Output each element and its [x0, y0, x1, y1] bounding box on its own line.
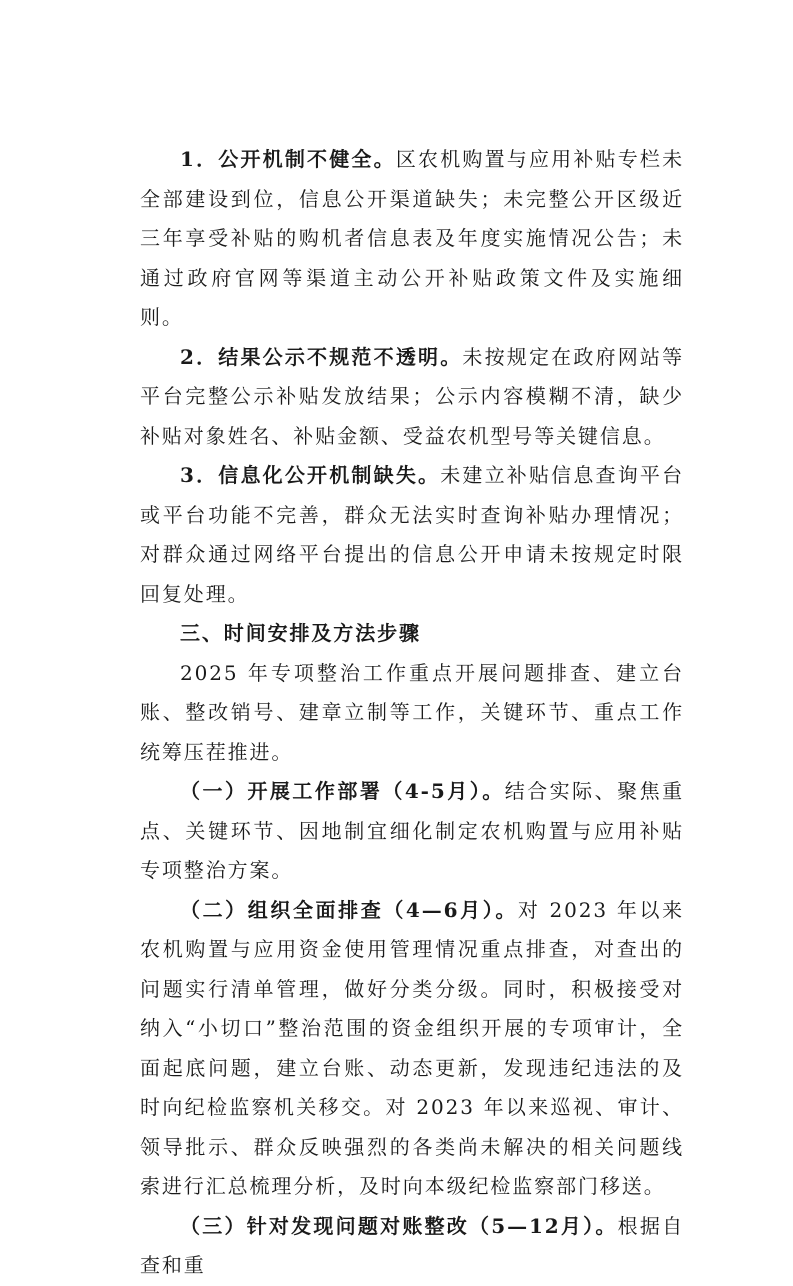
paragraph-1-text: 区农机购置与应用补贴专栏未全部建设到位，信息公开渠道缺失；未完整公开区级近三年享受补贴的购机者信息表及年度实施情况公告；未通过政府官网等渠道主动公开补贴政策文件及实施细则。: [140, 147, 685, 329]
paragraph-7-lead: （二）组织全面排查（4—6月）。: [180, 897, 518, 922]
paragraph-2-lead: 2．结果公示不规范不透明。: [180, 344, 463, 369]
paragraph-3-lead: 3．信息化公开机制缺失。: [180, 463, 441, 487]
paragraph-2-text: 未按规定在政府网站等平台完整公示补贴发放结果；公示内容模糊不清，缺少补贴对象姓名、补贴金额、受益农机型号等关键信息。: [140, 344, 684, 448]
paragraph-8-text: 根据自查和重: [140, 1213, 684, 1277]
paragraph-8-lead: （三）针对发现问题对账整改（5—12月）。: [180, 1213, 618, 1238]
paragraph-6-lead: （一）开展工作部署（4-5月）。: [180, 779, 505, 803]
section-heading: 三、时间安排及方法步骤: [180, 621, 421, 645]
document-body: [140, 140, 684, 1286]
paragraph-3-text: 未建立补贴信息查询平台或平台功能不完善，群众无法实时查询补贴办理情况；对群众通过网络平台提出的信息公开申请未按规定时限回复处理。: [140, 463, 685, 606]
paragraph-1-lead: 1．公开机制不健全。: [180, 147, 396, 171]
paragraph-7: [140, 891, 684, 1207]
paragraph-6: [140, 772, 684, 891]
paragraph-5: 2025 年专项整治工作重点开展问题排查、建立台账、整改销号、建章立制等工作，关键环节、重点工作统筹压茬推进。: [140, 660, 684, 764]
paragraph-1: [140, 140, 684, 338]
paragraph-3: [140, 456, 684, 614]
paragraph-8: [140, 1207, 684, 1286]
paragraph-6-text: 结合实际、聚焦重点、关键环节、因地制宜细化制定农机购置与应用补贴专项整治方案。: [140, 779, 684, 882]
paragraph-2: [140, 338, 684, 457]
paragraph-7-text: 对 2023 年以来农机购置与应用资金使用管理情况重点排查，对查出的问题实行清单管理，做好分类分级。同时，积极接受对纳入“小切口”整治范围的资金组织开展的专项审计，全面起底问题，建立台账、动态更新，发现违纪违法的及时向纪检监察机关移交。对 2023 年以来巡视、审计、领导批示、群众反映强烈的各类尚未解决的相关问题线索进行汇总梳理分析，及时向本级纪检监察部门移送。: [140, 897, 684, 1198]
